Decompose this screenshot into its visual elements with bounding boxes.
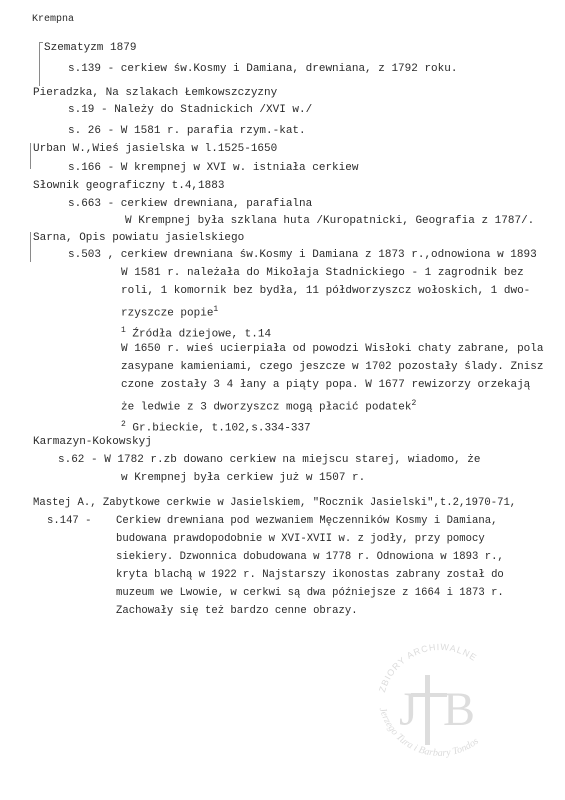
source-line: s.663 - cerkiew drewniana, parafialna (68, 198, 313, 210)
source-page: s.147 - (47, 515, 92, 527)
stamp-monogram-right: B (443, 683, 476, 736)
archive-stamp-logo (365, 625, 515, 775)
source-line: kryta blachą w 1922 r. Najstarszy ikonostas zabrany został do (116, 569, 504, 581)
source-line: Zachowały się też bardzo cenne obrazy. (116, 605, 358, 617)
footnote-mark: 2 (411, 399, 417, 408)
source-line: s.503 , cerkiew drewniana św.Kosmy i Damiana z 1873 r.,odnowiona w 1893 (68, 249, 537, 261)
source-line: siekiery. Dzwonnica dobudowana w 1778 r. Odnowiona w 1893 r., (116, 551, 504, 563)
stamp-monogram-bar (425, 675, 430, 745)
source-line: budowana prawdopodobnie w XVI-XVII w. z jodły, przy pomocy (116, 533, 485, 545)
source-title-mastej: Mastej A., Zabytkowe cerkwie w Jasielskiem, "Rocznik Jasielski",t.2,1970-71, (33, 497, 517, 509)
stamp-arc-bottom: Jerzego Tura i Barbary Tondos (376, 706, 481, 759)
footnote-mark: 1 (213, 305, 219, 314)
source-line: Cerkiew drewniana pod wezwaniem Męczenników Kosmy i Damiana, (116, 515, 498, 527)
source-line: W 1650 r. wieś ucierpiała od powodzi Wisłoki chaty zabrane, pola (121, 343, 544, 355)
source-line: s.166 - W krempnej w XVI w. istniała cerkiew (68, 162, 359, 174)
source-line: zasypane kamieniami, czego jeszcze w 1702 pozostały ślady. Znisz (121, 361, 544, 373)
stamp-monogram-left: J (399, 683, 418, 736)
source-line: W Krempnej była szklana huta /Kuropatnicki, Geografia z 1787/. (125, 215, 535, 227)
source-line: w Krempnej była cerkiew już w 1507 r. (121, 472, 366, 484)
source-title-urban: Urban W.,Wieś jasielska w l.1525-1650 (33, 143, 278, 155)
source-title-pieradzka: Pieradzka, Na szlakach Łemkowszczyzny (33, 87, 278, 99)
source-line: rzyszcze popie$^1$ (121, 305, 219, 320)
stamp-arc-top: ZBIORY ARCHIWALNE (377, 641, 479, 694)
source-line: czone zostały 3 4 łany a piąty popa. W 1677 rewizorzy orzekają (121, 379, 531, 391)
stamp-monogram-crossbar (411, 693, 447, 697)
bracket-urban (30, 143, 31, 169)
source-title-szematyzm: Szematyzm 1879 (44, 42, 137, 54)
place-heading: Krempna (32, 14, 75, 25)
source-title-slownik: Słownik geograficzny t.4,1883 (33, 180, 225, 192)
source-line: W 1581 r. należała do Mikołaja Stadnickiego - 1 zagrodnik bez (121, 267, 524, 279)
bracket-sarna (30, 232, 31, 262)
source-line: s.19 - Należy do Stadnickich /XVI w./ (68, 104, 313, 116)
source-line: s.139 - cerkiew św.Kosmy i Damiana, drewniana, z 1792 roku. (68, 63, 458, 75)
source-title-sarna: Sarna, Opis powiatu jasielskiego (33, 232, 245, 244)
footnote: $^2$ Gr.bieckie, t.102,s.334-337 (121, 420, 311, 435)
source-line: roli, 1 komornik bez bydła, 11 półdworzyszcz wołoskich, 1 dwo- (121, 285, 531, 297)
source-line: s.62 - W 1782 r.zb dowano cerkiew na miejscu starej, wiadomo, że (58, 454, 481, 466)
source-line: że ledwie z 3 dworzyszcz mogą płacić podatek$^2$ (121, 399, 417, 414)
source-line: muzeum we Lwowie, w cerkwi są dwa późniejsze z 1664 i 1873 r. (116, 587, 504, 599)
footnote: $^1$ Źródła dziejowe, t.14 (121, 326, 272, 341)
bracket-szematyzm (39, 42, 40, 86)
source-title-karmazyn: Karmazyn-Kokowskyj (33, 436, 152, 448)
bracket-tick (39, 42, 43, 43)
source-line: s. 26 - W 1581 r. parafia rzym.-kat. (68, 125, 306, 137)
